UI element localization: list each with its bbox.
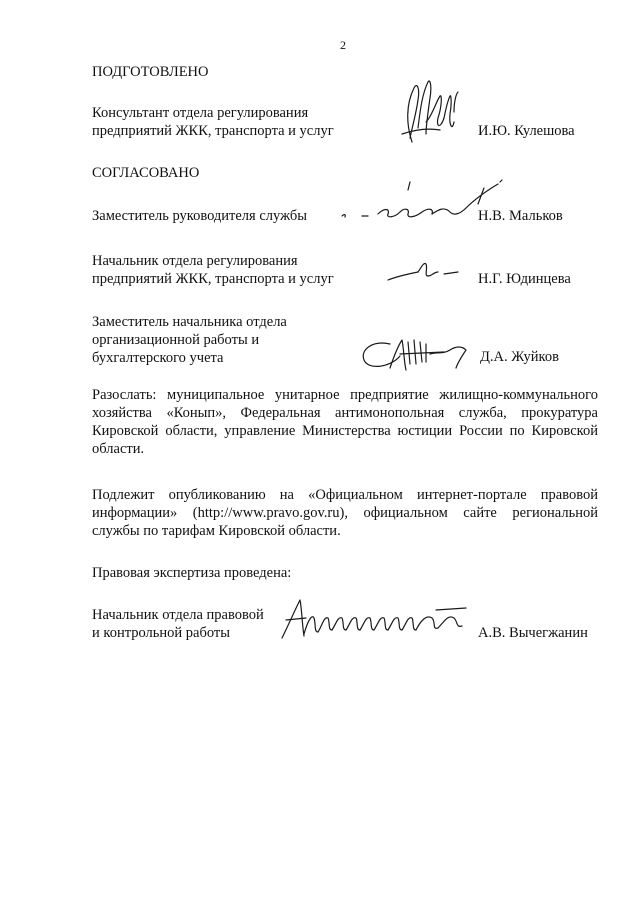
consultant-title	[92, 104, 334, 140]
deputy-head-name: Н.В. Мальков	[478, 208, 563, 224]
org-deputy-title-line-3: бухгалтерского учета	[92, 350, 224, 366]
distribution-paragraph: Разослать: муниципальное унитарное предприятие жилищно-коммунального хозяйства «Конып», Федеральная антимонопольная служба, прокуратура Кировской области, управление Министерства юстиции России по Кировской области.	[92, 387, 598, 457]
org-deputy-title	[92, 313, 287, 367]
consultant-title-line-1: Консультант отдела регулирования	[92, 105, 309, 121]
page-number: 2	[340, 38, 346, 52]
agreed-heading: СОГЛАСОВАНО	[92, 165, 200, 181]
legal-review-note: Правовая экспертиза проведена:	[92, 565, 292, 581]
org-deputy-name: Д.А. Жуйков	[480, 349, 559, 365]
legal-head-name: А.В. Вычегжанин	[478, 625, 588, 641]
housing-head-title-line-1: Начальник отдела регулирования	[92, 253, 298, 269]
legal-head-signature	[276, 596, 472, 642]
org-deputy-title-line-1: Заместитель начальника отдела	[92, 314, 287, 330]
consultant-title-line-2: предприятий ЖКК, транспорта и услуг	[92, 123, 334, 139]
deputy-head-title: Заместитель руководителя службы	[92, 208, 308, 224]
prepared-heading: ПОДГОТОВЛЕНО	[92, 64, 209, 80]
housing-head-title-line-2: предприятий ЖКК, транспорта и услуг	[92, 271, 334, 287]
consultant-signature	[392, 72, 472, 150]
publication-paragraph: Подлежит опубликованию на «Официальном интернет-портале правовой информации» (http://www.pravo.gov.ru), официальном сайте региональной службы по тарифам Кировской области.	[92, 487, 598, 539]
housing-head-signature	[386, 258, 466, 286]
housing-head-name: Н.Г. Юдинцева	[478, 271, 571, 287]
org-deputy-title-line-2: организационной работы и	[92, 332, 260, 348]
legal-head-title-line-1: Начальник отдела правовой	[92, 607, 264, 623]
legal-head-title-line-2: и контрольной работы	[92, 625, 230, 641]
consultant-name: И.Ю. Кулешова	[478, 123, 575, 139]
org-deputy-signature	[354, 332, 472, 374]
legal-head-title	[92, 606, 264, 642]
housing-head-title	[92, 252, 334, 288]
